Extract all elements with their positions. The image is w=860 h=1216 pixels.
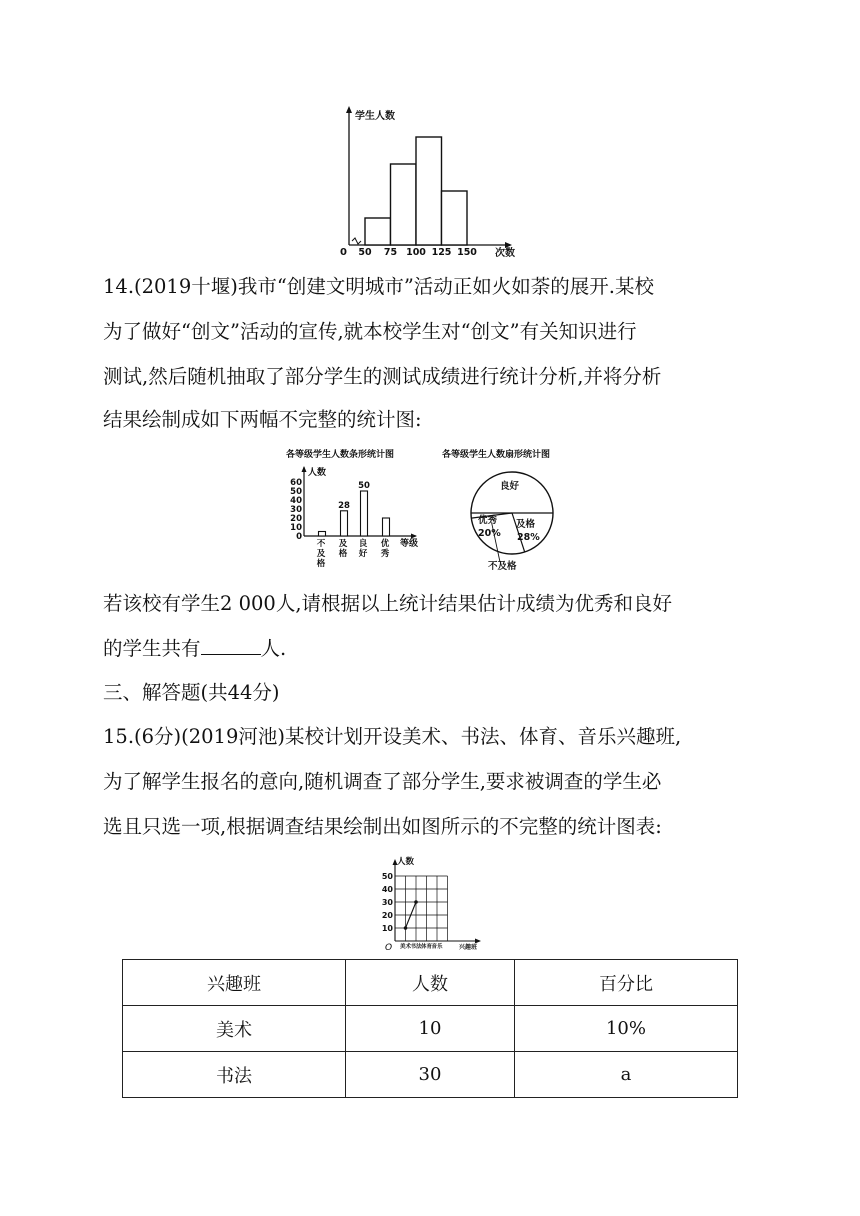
q14-line5: 若该校有学生2 000人,请根据以上统计结果估计成绩为优秀和良好 (103, 592, 673, 615)
line-chart-origin: O (385, 943, 393, 953)
table-cell: 10% (515, 1006, 738, 1052)
bar-y-tick-label: 50 (290, 487, 302, 497)
table-row (123, 1052, 738, 1098)
section-title: 三、解答题(共44分) (103, 681, 280, 704)
bar-rect (383, 518, 390, 536)
grade-pie-chart (440, 447, 585, 572)
hist-axis-break (352, 238, 361, 244)
line-chart-ylabel: 人数 (397, 857, 415, 867)
hist-tick-label: 50 (358, 247, 372, 258)
bar-y-tick-label: 20 (290, 514, 302, 524)
hist-bar (391, 164, 417, 245)
bar-chart-xlabel: 等级 (400, 539, 419, 549)
q14-line6-pre: 的学生共有 (103, 637, 201, 660)
line-category-label: 体育 (420, 944, 433, 950)
line-chart-xlabel: 兴趣班 (459, 944, 478, 951)
bar-data-label: 50 (358, 481, 370, 491)
hist-origin: 0 (340, 247, 347, 258)
bar-category-label: 优秀 (380, 539, 390, 559)
line-y-tick-label: 30 (381, 898, 393, 907)
bar-y-tick-label: 30 (290, 505, 302, 515)
interest-line-chart (370, 855, 490, 955)
hist-xlabel: 次数 (495, 248, 515, 259)
q14-line3: 测试,然后随机抽取了部分学生的测试成绩进行统计分析,并将分析 (103, 365, 662, 388)
pie-label-excellent-pct: 20% (478, 528, 501, 539)
bar-rect (319, 532, 326, 537)
table-cell: a (515, 1052, 738, 1098)
line-category-label: 音乐 (431, 944, 443, 950)
hist-tick-label: 150 (457, 247, 477, 258)
line-y-tick-label: 40 (381, 885, 393, 894)
pie-label-pass: 及格 (516, 519, 536, 530)
table-row (123, 1006, 738, 1052)
q15-line3: 选且只选一项,根据调查结果绘制出如图所示的不完整的统计图表: (103, 815, 662, 838)
q15-line1: 15.(6分)(2019河池)某校计划开设美术、书法、体育、音乐兴趣班, (103, 725, 682, 748)
line-point (404, 926, 408, 930)
hist-tick-label: 100 (406, 247, 426, 258)
interest-table (122, 959, 738, 1098)
hist-tick-label: 125 (431, 247, 452, 258)
pie-label-pass-pct: 28% (517, 532, 540, 543)
table-cell: 美术 (123, 1006, 346, 1052)
q15-line2: 为了解学生报名的意向,随机调查了部分学生,要求被调查的学生必 (103, 770, 662, 793)
table-cell: 30 (346, 1052, 515, 1098)
bar-rect (361, 491, 368, 536)
bar-x-arrow (411, 534, 417, 539)
bar-y-tick-label: 0 (296, 532, 302, 542)
bar-category-label: 良好 (358, 539, 368, 559)
bar-y-tick-label: 10 (290, 523, 302, 533)
q14-line1: 14.(2019十堰)我市“创建文明城市”活动正如火如荼的展开.某校 (103, 275, 654, 298)
table-header-row (123, 960, 738, 1006)
histogram-chart (335, 100, 525, 262)
pie-label-good: 良好 (500, 481, 520, 492)
hist-bar (365, 218, 391, 245)
line-category-label: 美术 (399, 944, 412, 950)
line-category-label: 书法 (410, 944, 422, 950)
bar-chart-ylabel: 人数 (308, 468, 327, 478)
table-cell: 书法 (123, 1052, 346, 1098)
bar-y-arrow (302, 466, 307, 472)
line-x-arrow (475, 939, 481, 944)
bar-rect (341, 511, 348, 536)
answer-blank[interactable] (201, 638, 261, 655)
table-header: 人数 (346, 960, 515, 1006)
pie-label-fail: 不及格 (488, 561, 517, 572)
table-header: 兴趣班 (123, 960, 346, 1006)
line-y-tick-label: 20 (381, 911, 393, 920)
pie-chart-title: 各等级学生人数扇形统计图 (442, 450, 551, 460)
grade-bar-chart (282, 447, 442, 572)
q14-line6 (103, 638, 286, 659)
table-cell: 10 (346, 1006, 515, 1052)
line-y-tick-label: 10 (381, 924, 393, 933)
bar-chart-title: 各等级学生人数条形统计图 (286, 450, 395, 460)
hist-bar (442, 191, 468, 245)
line-y-tick-label: 50 (381, 872, 393, 881)
hist-tick-label: 75 (383, 247, 398, 258)
bar-y-tick-label: 60 (290, 478, 302, 488)
line-point (414, 900, 418, 904)
hist-y-arrow (346, 106, 352, 113)
table-header: 百分比 (515, 960, 738, 1006)
bar-category-label: 及格 (338, 539, 348, 559)
bar-y-tick-label: 40 (290, 496, 302, 506)
bar-data-label: 28 (338, 500, 350, 511)
pie-label-excellent: 优秀 (478, 515, 498, 526)
hist-bar (416, 137, 442, 245)
bar-category-label: 不及格 (316, 539, 326, 569)
q14-line2: 为了做好“创文”活动的宣传,就本校学生对“创文”有关知识进行 (103, 320, 637, 343)
q14-line4: 结果绘制成如下两幅不完整的统计图: (103, 408, 422, 431)
q14-line6-post: 人. (260, 637, 287, 660)
hist-ylabel: 学生人数 (355, 111, 395, 122)
